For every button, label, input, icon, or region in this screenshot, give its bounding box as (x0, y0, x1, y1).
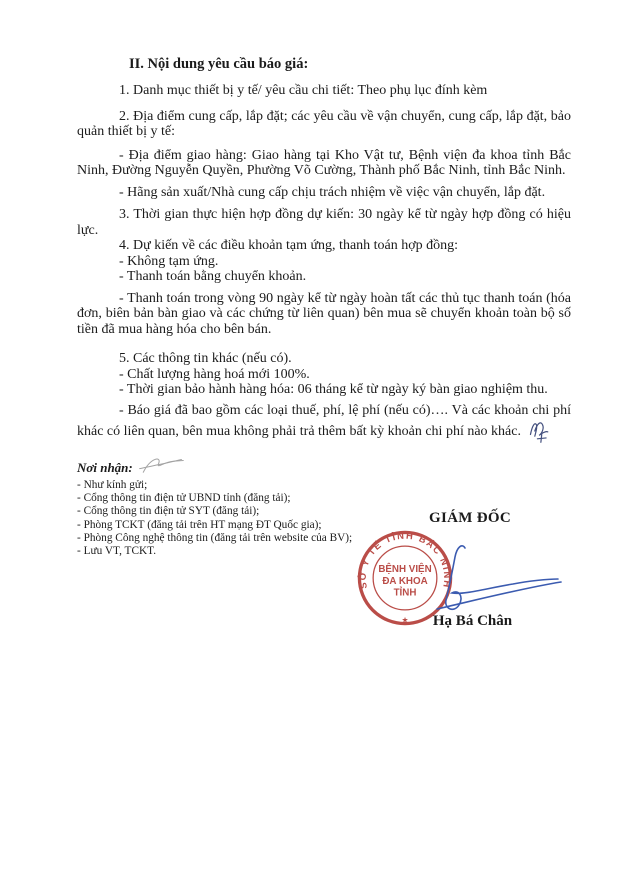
stamp-ring-text: SỞ Y TẾ TỈNH BẮC NINH (356, 529, 454, 590)
handwritten-initials-mark (527, 418, 553, 444)
stamp-center-line-1: BỆNH VIỆN (378, 564, 432, 576)
signature-scribble (428, 538, 568, 616)
paragraph-item-4: 4. Dự kiến về các điều khoản tạm ứng, thanh toán hợp đồng: (119, 238, 459, 253)
stamp-center-line-3: TỈNH (393, 587, 417, 599)
paragraph-manufacturer-duty: - Hãng sản xuất/Nhà cung cấp chịu trách nhiệm về việc vận chuyển, lắp đặt. (119, 184, 546, 200)
recipient-item: - Phòng Công nghệ thông tin (đăng tải trên website của BV); (77, 531, 353, 544)
paragraph-bank-transfer: - Thanh toán bằng chuyển khoản. (119, 269, 307, 284)
paragraph-quality: - Chất lượng hàng hoá mới 100%. (119, 366, 310, 382)
paragraph-warranty: - Thời gian bảo hành hàng hóa: 06 tháng kể từ ngày ký bàn giao nghiệm thu. (119, 382, 548, 397)
paragraph-no-advance: - Không tạm ứng. (119, 253, 219, 269)
paragraph-item-5: 5. Các thông tin khác (nếu có). (119, 351, 292, 366)
paragraph-price-includes (77, 403, 571, 445)
signer-name: Hạ Bá Chân (432, 613, 513, 629)
recipient-item: - Cổng thông tin điện tử UBND tỉnh (đăng tải); (77, 492, 291, 505)
recipient-item: - Phòng TCKT (đăng tải trên HT mạng ĐT Quốc gia); (77, 518, 322, 531)
paragraph-item-1: 1. Danh mục thiết bị y tế/ yêu cầu chi tiết: Theo phụ lục đính kèm (119, 83, 488, 98)
stamp-star-icon: ★ (401, 615, 409, 625)
paragraph-item-3: 3. Thời gian thực hiện hợp đồng dự kiến: 30 ngày kể từ ngày hợp đồng có hiệu lực. (77, 207, 571, 238)
section-heading: II. Nội dung yêu cầu báo giá: (129, 56, 309, 72)
recipients-label: Nơi nhận: (77, 460, 133, 475)
recipient-item: - Cổng thông tin điện tử SYT (đăng tải); (77, 505, 260, 518)
recipients-label-row (77, 455, 571, 477)
signer-title: GIÁM ĐỐC (429, 510, 511, 526)
recipient-item: - Như kính gửi; (77, 479, 148, 491)
paragraph-delivery-location: - Địa điểm giao hàng: Giao hàng tại Kho Vật tư, Bệnh viện đa khoa tỉnh Bắc Ninh, Đường Nguyễn Quyền, Phường Võ Cường, Thành phố Bắc Ninh, tỉnh Bắc Ninh. (77, 147, 571, 178)
paragraph-payment-terms: - Thanh toán trong vòng 90 ngày kể từ ngày hoàn tất các thủ tục thanh toán (hóa đơn, biên bản bàn giao và các chứng từ liên quan) bên mua sẽ chuyển khoản toàn bộ số tiền đã mua hàng hóa cho bên bán. (77, 290, 571, 337)
paragraph-text: - Báo giá đã bao gồm các loại thuế, phí, lệ phí (nếu có)…. Và các khoản chi phí khác có liên quan, bên mua không phải trả thêm bất kỳ khoản chi phí nào khác. (77, 402, 571, 439)
stamp-center-line-2: ĐA KHOA (382, 575, 428, 587)
recipient-item: - Lưu VT, TCKT. (77, 545, 157, 558)
paragraph-item-2: 2. Địa điểm cung cấp, lắp đặt; các yêu cầu về vận chuyển, cung cấp, lắp đặt, bảo quản thiết bị y tế: (77, 108, 571, 139)
clerk-initials-mark (135, 455, 187, 475)
document-body (77, 56, 571, 558)
